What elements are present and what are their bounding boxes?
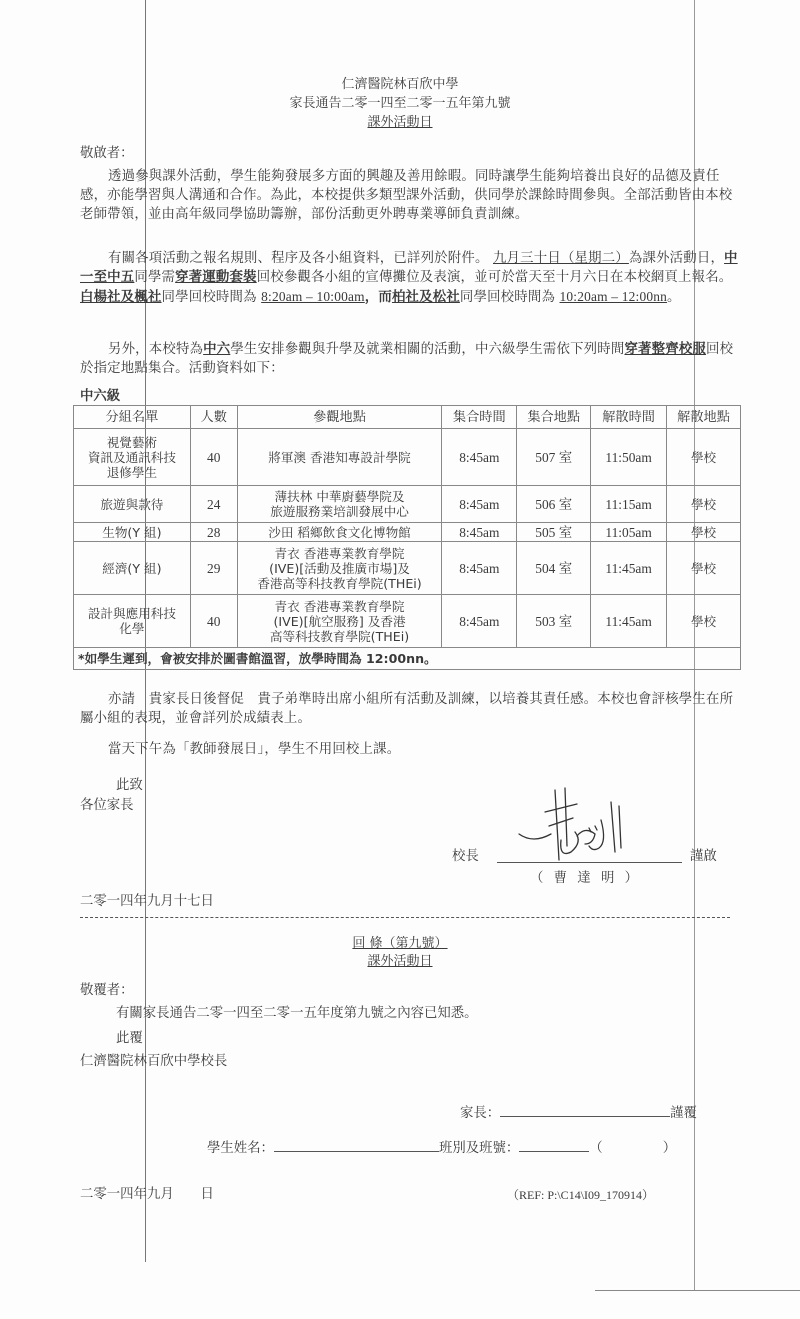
reply-subject [0, 953, 800, 970]
gather-place-cell: 503 室 [517, 595, 591, 648]
p3-text-3: 回校於指定地點集合。活動資料如下： [80, 342, 734, 376]
col-header: 人數 [190, 406, 237, 429]
group-line: 視覺藝術 [106, 434, 158, 450]
paragraph-5 [80, 740, 742, 759]
reply-date: 二零一四年九月 日 [80, 1187, 214, 1202]
group-line: 生物(Y 組) [102, 524, 162, 540]
gather-time-cell: 8:45am [442, 595, 517, 648]
parent-signature-field[interactable] [460, 1105, 697, 1122]
table-row [74, 429, 741, 486]
reply-addressee: 仁濟醫院林百欣中學校長 [80, 1054, 228, 1069]
col-header: 解散地點 [667, 406, 741, 429]
p2-text-6: ，而 [364, 290, 392, 305]
notice-date: 二零一四年九月十七日 [80, 894, 214, 909]
col-header: 參觀地點 [237, 406, 442, 429]
venue-cell [237, 429, 442, 486]
paragraph-1 [80, 167, 742, 224]
dismiss-time-cell: 11:15am [591, 486, 667, 523]
attire-sportswear: 穿著運動套裝 [175, 270, 257, 285]
table-header-row [74, 406, 741, 429]
count-cell: 40 [190, 429, 237, 486]
col-header: 集合地點 [517, 406, 591, 429]
time-slot-2: 10:20am – 12:00nn [559, 289, 668, 304]
venue-line: 高等科技教育學院(THEi) [269, 628, 410, 644]
group-line: 設計與應用科技 [87, 606, 176, 621]
dismiss-place-cell: 學校 [667, 523, 741, 542]
group-line: 旅遊與款待 [100, 496, 164, 512]
gather-place-cell: 507 室 [517, 429, 591, 486]
venue-line: (IVE)[活動及推廣市場]及 [269, 560, 410, 576]
venue-cell [237, 486, 442, 523]
dismiss-place-cell: 學校 [667, 486, 741, 523]
tear-off-line [80, 917, 730, 918]
gather-time-cell: 8:45am [442, 542, 517, 595]
notice-subject [0, 114, 800, 131]
salutation: 敬啟者： [80, 146, 134, 161]
venue-cell [237, 542, 442, 595]
p3-text-1: 另外，本校特為 [108, 342, 204, 357]
p2-text-2: 為課外活動日， [628, 251, 725, 266]
group-cell [74, 523, 191, 542]
count-cell: 29 [190, 542, 237, 595]
count-cell: 28 [190, 523, 237, 542]
group-line: 資訊及通訊科技 [87, 449, 176, 465]
gather-place-cell: 506 室 [517, 486, 591, 523]
late-arrival-note: *如學生遲到，會被安排於圖書館溫習，放學時間為 12:00nn。 [74, 648, 741, 670]
student-name-label: 學生姓名： [207, 1141, 274, 1156]
venue-line: 薄扶林 中華廚藝學院及 [274, 489, 405, 504]
principal-name: （ 曹 達 明 ） [530, 871, 641, 886]
class-label: 班別及班號： [438, 1141, 520, 1156]
reply-title [0, 935, 800, 952]
venue-line: 旅遊服務業培訓發展中心 [270, 504, 409, 519]
class-number-close: ） [662, 1141, 677, 1156]
paragraph-5-text: 當天下午為「教師發展日」，學生不用回校上課。 [108, 742, 401, 757]
dismiss-place-cell: 學校 [667, 429, 741, 486]
class-blank[interactable] [519, 1151, 589, 1152]
houses-group-1: 白楊社及楓社 [80, 290, 162, 305]
gather-time-cell: 8:45am [442, 429, 517, 486]
reply-title-text: 回 條（第九號） [352, 936, 448, 951]
group-cell [74, 595, 191, 648]
table-row [74, 595, 741, 648]
p2-text-4: 回校參觀各小組的宣傳攤位及表演，並可於當天至十月六日在本校網頁上報名。 [256, 270, 733, 285]
venue-cell [237, 595, 442, 648]
reply-salutation: 敬覆者： [80, 983, 134, 998]
reply-closing: 此覆 [116, 1031, 143, 1046]
activity-date: 九月三十日（星期二） [493, 251, 629, 266]
class-number-open: （ [589, 1141, 603, 1156]
principal-signature [515, 782, 635, 864]
dismiss-time-cell: 11:45am [591, 595, 667, 648]
venue-cell [237, 523, 442, 542]
venue-line: 青衣 香港專業教育學院 [274, 545, 405, 561]
scan-line-bottom [595, 1290, 800, 1291]
paragraph-3 [80, 340, 742, 378]
paragraph-4-text: 亦請 貴家長日後督促 貴子弟準時出席小組所有活動及訓練，以培養其責任感。本校也會評核學生在所屬小組的表現，並會詳列於成績表上。 [80, 692, 734, 726]
dismiss-time-cell: 11:50am [591, 429, 667, 486]
count-cell: 40 [190, 595, 237, 648]
dismiss-time-cell: 11:05am [591, 523, 667, 542]
student-info-field[interactable] [207, 1140, 676, 1157]
paragraph-4 [80, 690, 742, 728]
dismiss-place-cell: 學校 [667, 595, 741, 648]
p2-text-5: 同學回校時間為 [161, 290, 262, 305]
venue-line: 青衣 香港專業教育學院 [274, 598, 405, 614]
gather-place-cell: 504 室 [517, 542, 591, 595]
activity-table [73, 405, 741, 670]
principal-label: 校長 [452, 849, 479, 864]
gather-place-cell: 505 室 [517, 523, 591, 542]
group-cell [74, 429, 191, 486]
forms-s1-s5: 中一至中五 [80, 251, 738, 285]
dismiss-time-cell: 11:45am [591, 542, 667, 595]
reference-code: （REF: P:\C14\I09_170914） [507, 1188, 655, 1202]
group-line: 經濟(Y 組) [102, 560, 162, 576]
closing-line-1: 此致 [116, 778, 143, 793]
reply-subject-text: 課外活動日 [367, 954, 433, 969]
venue-line: (IVE)[航空服務] 及香港 [273, 613, 406, 629]
venue-line: 將軍澳 香港知專設計學院 [268, 449, 411, 465]
p2-text-7: 同學回校時間為 [459, 290, 560, 305]
notice-subject-text: 課外活動日 [367, 115, 433, 130]
parent-label: 家長： [460, 1106, 501, 1121]
col-header: 解散時間 [591, 406, 667, 429]
principal-sign-off: 謹啟 [690, 849, 717, 864]
dismiss-place-cell: 學校 [667, 542, 741, 595]
paragraph-2 [80, 249, 742, 307]
table-note-row [74, 648, 741, 670]
venue-line: 沙田 稻鄉飲食文化博物館 [268, 524, 411, 540]
form-six: 中六 [203, 342, 231, 357]
table-row [74, 486, 741, 523]
p2-text-3: 同學需 [134, 270, 176, 285]
p2-text-1: 有關各項活動之報名規則、程序及各小組資料，已詳列於附件。 [108, 251, 493, 266]
p2-text-8: 。 [667, 290, 681, 305]
gather-time-cell: 8:45am [442, 523, 517, 542]
table-row [74, 542, 741, 595]
parent-sign-off: 謹覆 [670, 1106, 697, 1121]
houses-group-2: 柏社及松社 [391, 290, 460, 305]
table-heading: 中六級 [80, 389, 121, 404]
p3-text-2: 學生安排參觀與升學及就業相關的活動，中六級學生需依下列時間 [230, 342, 625, 357]
venue-line: 香港高等科技教育學院(THEi) [257, 575, 422, 591]
group-line: 化學 [119, 621, 145, 636]
time-slot-1: 8:20am – 10:00am [261, 289, 365, 304]
col-header: 分組名單 [74, 406, 191, 429]
attire-uniform: 穿著整齊校服 [624, 342, 707, 357]
paragraph-1-text: 透過參與課外活動，學生能夠發展多方面的興趣及善用餘暇。同時讓學生能夠培養出良好的品德及責任感，亦能學習與人溝通和合作。為此，本校提供多類型課外活動，供同學於課餘時間參與。全部活動皆由本校老師帶領，並由高年級同學協助籌辦，部份活動更外聘專業導師負責訓練。 [80, 169, 733, 222]
group-cell [74, 542, 191, 595]
closing-line-2: 各位家長 [80, 798, 134, 813]
table-row [74, 523, 741, 542]
count-cell: 24 [190, 486, 237, 523]
school-name: 仁濟醫院林百欣中學 [341, 77, 459, 92]
reply-body: 有關家長通告二零一四至二零一五年度第九號之內容已知悉。 [116, 1006, 478, 1021]
student-name-blank[interactable] [274, 1151, 439, 1152]
group-line: 退修學生 [106, 464, 158, 480]
gather-time-cell: 8:45am [442, 486, 517, 523]
notice-number: 家長通告二零一四至二零一五年第九號 [289, 96, 511, 111]
group-cell [74, 486, 191, 523]
col-header: 集合時間 [442, 406, 517, 429]
parent-signature-blank[interactable] [500, 1116, 670, 1117]
